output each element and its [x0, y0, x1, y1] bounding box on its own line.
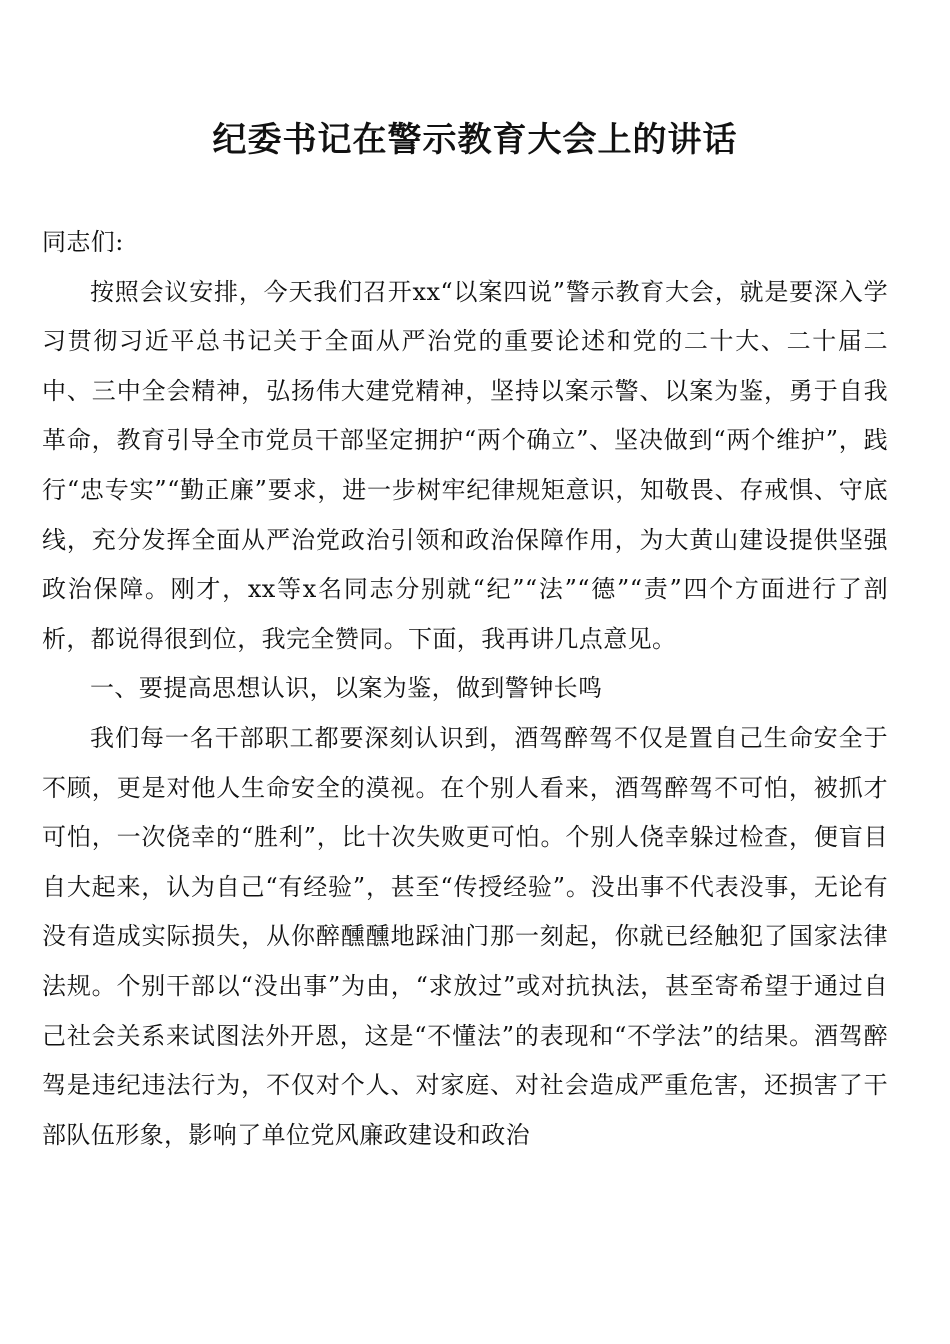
document-title: 纪委书记在警示教育大会上的讲话 — [212, 120, 738, 160]
document-body — [42, 218, 888, 1160]
salutation: 同志们: — [42, 228, 124, 256]
section-heading-1: 一、要提高思想认识，以案为鉴，做到警钟长鸣 — [90, 674, 603, 703]
paragraph-section-1: 我们每一名干部职工都要深刻认识到，酒驾醉驾不仅是置自己生命安全于不顾，更是对他人生命安全的漠视。在个别人看来，酒驾醉驾不可怕，被抓才可怕，一次侥幸的“胜利”，比十次失败更可怕。个别人侥幸躲过检查，便盲目自大起来，认为自己“有经验”，甚至“传授经验”。没出事不代表没事，无论有没有造成实际损失，从你醉醺醺地踩油门那一刻起，你就已经触犯了国家法律法规。个别干部以“没出事”为由，“求放过”或对抗执法，甚至寄希望于通过自己社会关系来试图法外开恩，这是“不懂法”的表现和“不学法”的结果。酒驾醉驾是违纪违法行为，不仅对个人、对家庭、对社会造成严重危害，还损害了干部队伍形象，影响了单位党风廉政建设和政治 — [42, 723, 888, 1149]
paragraph-intro: 按照会议安排，今天我们召开xx“以案四说”警示教育大会，就是要深入学习贯彻习近平总书记关于全面从严治党的重要论述和党的二十大、二十届二中、三中全会精神，弘扬伟大建党精神，坚持以案示警、以案为鉴，勇于自我革命，教育引导全市党员干部坚定拥护“两个确立”、坚决做到“两个维护”，践行“忠专实”“勤正廉”要求，进一步树牢纪律规矩意识，知敬畏、存戒惧、守底线，充分发挥全面从严治党政治引领和政治保障作用，为大黄山建设提供坚强政治保障。刚才，xx等x名同志分别就“纪”“法”“德”“责”四个方面进行了剖析，都说得很到位，我完全赞同。下面，我再讲几点意见。 — [42, 277, 888, 653]
